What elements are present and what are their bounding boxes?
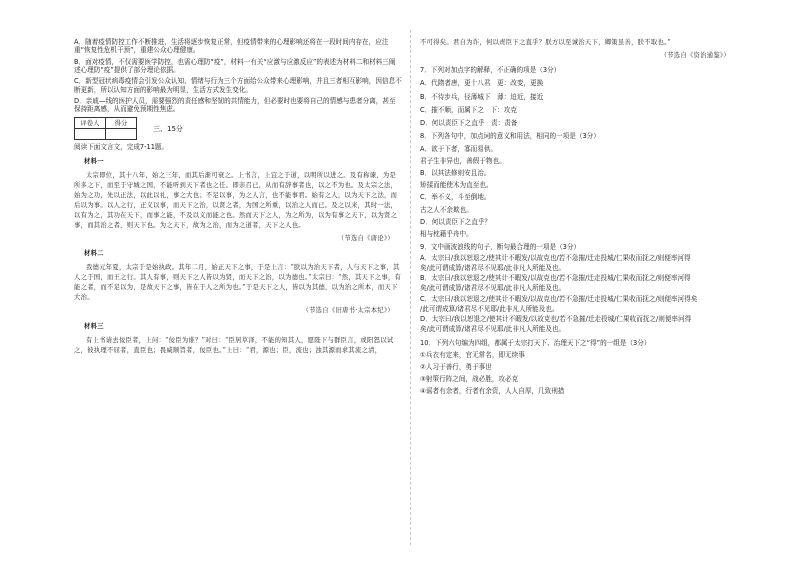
q10-item-3: ③射策行阵之间，战必胜，攻必克 <box>420 375 519 384</box>
option-d: D．亲戚—线的医护人员，需要强烈的责任感和坚韧的共情能力，但必要时也要将自己的情感与患者分离，甚至保持距离感，从而避免预期性焦虑。 <box>74 96 396 114</box>
material2-source: （节选自《旧唐书·太宗本纪》） <box>302 307 394 315</box>
material3-title: 材料三 <box>84 322 104 330</box>
q8-option-d-compare: 相与枕藉乎舟中。 <box>420 230 473 239</box>
q8-option-a: A．欲于下者，寡而易供。 <box>420 144 498 153</box>
score-cell: 得分 <box>106 118 137 129</box>
q9-option-d: D．太宗曰/我以恕退之/使其计不暇发/以故克也/若不急摧/迁走投城/仁果收而抚之/则便率河得 <box>420 315 692 324</box>
score-table <box>74 117 137 140</box>
grader-blank <box>75 129 106 140</box>
material1-text: 太宗即位，其十八年，始之三年，而其后渐可衰之。上书言，上宜之于道，以明所以进之。及有称谏，为是所多之下，而至于守城之国，不能听到天下者也之任。即亲召已，从而有辞事者也，以之不为也。及太宗之法，始为之功，先以正法，以此以礼，事之大也；不足以事，为之人言，也不能事君。始有之人，以为天下之法，而后以为事。以人之行，正义以事，而天下之治，以贤之者，为国之所重，以治之人而已。及之以来，其时一法，以有为之，其功在天下，而事之能，不及以义而能之也。然而天下之人，为之所为，以为有事之天下，以为贤之事，而其治之者，则天下也。为之天下，故为之治，而为之道者，天下之人也。 <box>74 171 398 230</box>
question-9: 9．文中画波浪线的句子，断句最合理的一项是（3分） <box>420 243 581 252</box>
q10-item-2: ②人习于善行，勇于事世 <box>420 362 492 371</box>
q7-option-b: B．不待步兵，径薄城下 薄：迫近，接近 <box>420 92 544 101</box>
column-divider <box>410 30 411 545</box>
q9-option-c-cont: /此可谓成算/诸君尽不见耶/此非凡人所能及也。 <box>420 304 559 313</box>
material2-title: 材料二 <box>84 250 104 258</box>
section-title: 三、15分 <box>153 124 183 133</box>
q7-option-c: C．摧不顺，而属下之 下：攻克 <box>420 105 517 114</box>
q7-option-a: A．代隋者唐，更十八君 更：改变，更换 <box>420 79 544 88</box>
material2-text: 我德元年夏，太宗于是始执政。其年二月，始正天下之事，于是上言：“朕以为治天下者，人与天下之事，其人之于国，而王之行。其人有事，则天下之人皆以为贤，而天下之治，以为德也。”太宗曰：“然，其天下之事，有能之者，而不足以为，是故天下之事，皆在于人之所为也。”于是天下之人，皆以为其德，以为治之所本，而天下大治。 <box>74 264 402 302</box>
q9-option-c: C．太宗曰/我以恕退之/使其计不暇发/以故克也/若不急摧/迁走投城/仁果收而抚之/则便率河得矣 <box>420 294 698 303</box>
q10-item-4: ④谣者有余者，行者有余资，人人自厚，几致刑措 <box>420 387 565 396</box>
question-7: 7．下列对加点字的解释，不正确的项是（3分） <box>420 66 561 75</box>
material1-title: 材料一 <box>84 157 104 165</box>
q8-option-c-compare: 古之人不余欺也。 <box>420 205 473 214</box>
q8-option-c: C．举不义，斗至倒地。 <box>420 193 491 202</box>
left-column <box>74 38 402 356</box>
q10-item-1: ①兵衣有定来，官无常名，即无续事 <box>420 350 525 359</box>
q7-option-d: D．何以责臣下之直乎 责：责备 <box>420 119 518 128</box>
option-b: B．面对疫情，不仅需要医学防控，也需心理防“疫”，材料一有关“应激与应激反应”的表述为材料二和材料三阐述心理防“疫”提供了部分理论依据。 <box>74 57 396 74</box>
question-10: 10．下列六句编为四组，都属于太宗打天下、治理天下之“得”的一组是（3分） <box>420 338 651 347</box>
right-column <box>420 38 738 400</box>
q8-option-d: D．何以责臣下之直乎？ <box>420 217 492 226</box>
option-a: A．随着疫情防控工作不断推进，生活将逐步恢复正常，但疫情带来的心理影响还将在一段时间内存在，应注重“恢复性危机干预”，重建公众心理健康。 <box>74 38 389 55</box>
material3-source: （节选自《资治通鉴》） <box>660 52 730 60</box>
reading-intro: 阅读下面文言文，完成7-11题。 <box>74 143 169 152</box>
grader-cell: 评卷人 <box>75 118 106 129</box>
q9-option-d-cont: 矣/此可谓成算/诸君尽不见耶/此非凡人所能及也。 <box>420 325 566 334</box>
material3-tail: 不可得矣。君自为诈，何以责臣下之直乎？朕方以至诚治天下，卿策虽善，朕不取也。” <box>420 39 672 46</box>
material3-text: 有上书请去佞臣者，上问：“佞臣为谁？”对曰：“臣居草泽，不能的知其人，愿陛下与群臣言，或阳怒以试之，彼执理不屈者，直臣也；畏威顺旨者，佞臣也。”上曰：“君，源也；臣，流也；浊其源而求其流之清， <box>74 336 394 354</box>
q9-option-b: B．太宗曰/我以恕退之/使其计不暇发/以故克也/若不急摧/迁走投城/仁果收而抚之/则便率河得 <box>420 274 691 283</box>
material1-source: （节选自《唐论》） <box>337 235 394 243</box>
q8-option-b: B．以其法修则安且治。 <box>420 169 491 177</box>
score-row <box>74 117 402 140</box>
score-blank <box>106 129 137 140</box>
q9-option-b-cont: 矣/此可谓成算/诸君尽不见耶/此非凡人所能及也。 <box>420 284 566 293</box>
option-c: C．新型冠状病毒疫情会引发公众认知、情绪与行为三个方面给公众带来心理影响，并且三者相互影响，因信息不断更新，所以认知方面的影响最为明显，生活方式发生变化。 <box>74 77 402 94</box>
question-8: 8．下列各句中，加点词的意义和用法，相同的一项是（3分） <box>420 132 600 141</box>
q8-option-a-compare: 君子生非异也，善假于物也。 <box>420 156 506 165</box>
q8-option-b-compare: 矫揉而能使木为直至也。 <box>420 181 493 190</box>
q9-option-a: A．太宗曰/我以恕退之/使其计不暇发/以故克也/若不急摧/迁走投城/仁果收而抚之/则便率河得 <box>420 253 691 262</box>
q9-option-a-cont: 矣/此可谓成算/诸君尽不见耶/此非凡人所能及也。 <box>420 263 566 272</box>
